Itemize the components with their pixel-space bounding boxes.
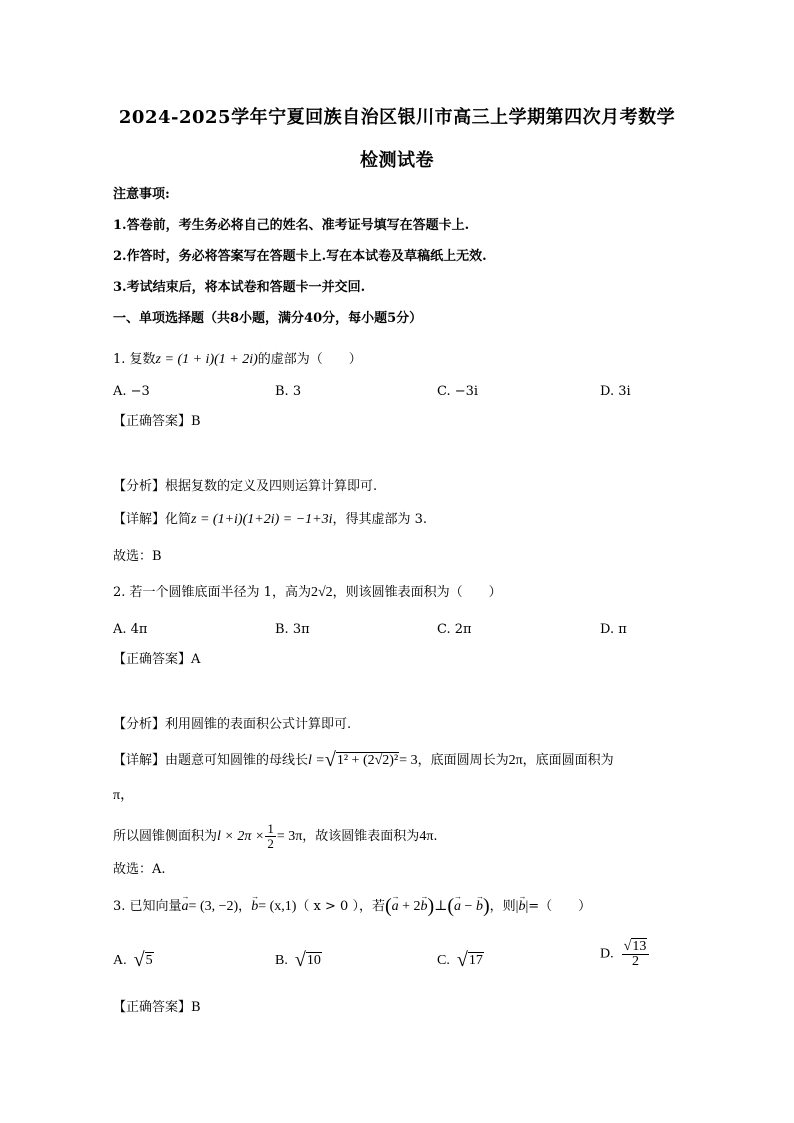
q2-lateral-result: = 3π [276,829,303,844]
q2-answer-label: 【正确答案】 [113,652,192,667]
q1-analysis-label: 【分析】 [113,479,166,494]
q3-left-group: (→ a + 2→ b) [385,899,434,914]
q3-option-d-label: D. [600,946,614,962]
notice-item-1: 1.答卷前，考生务必将自己的姓名、准考证号填写在答题卡上. [113,218,470,233]
q1-prefix: 1. 复数 [113,352,156,367]
q3-option-b: B. √10 [275,949,321,971]
q3-then: ，则 [489,899,516,914]
q2-lateral-expression: l × 2π × [217,829,265,844]
notice-item-2: 2.作答时，务必将答案写在答题卡上.写在本试卷及草稿纸上无效. [113,249,487,264]
q3-answer-label: 【正确答案】 [113,1000,192,1015]
q1-detail-label: 【详解】 [113,512,166,527]
q1-option-b: B. 3 [275,384,302,399]
q2-option-d: D. π [600,622,627,637]
notice-item-3: 3.考试结束后，将本试卷和答题卡一并交回. [113,280,366,295]
q2-detail-pre: 由题意可知圆锥的母线长 [165,753,309,768]
q3-option-a-label: A. [113,953,127,968]
q2-circumference: 2π [508,753,523,768]
vector-a: → a [182,897,189,917]
q2-detail-post: ，底面圆面积为 [522,753,614,768]
q3-option-c: C. √17 [437,949,483,971]
q2-total-area: 4π [419,829,434,844]
q2-option-c: C. 2π [437,622,472,637]
q2-detail-label: 【详解】 [113,753,166,768]
q2-height: 2√2 [310,585,333,600]
q3-perp-symbol: ⊥ [434,899,448,914]
q3-option-d: D. $\frac{√13}{2}$ [600,940,650,969]
q2-slant-l: l = [308,753,325,768]
q2-half-fraction: $\frac{1}{2}$ [267,821,274,851]
q1-answer-value: B [191,414,201,429]
q3-answer-value: B [191,1000,201,1015]
section-heading: 一、单项选择题（共8小题，满分40分，每小题5分） [113,311,423,326]
q1-answer-label: 【正确答案】 [113,414,192,429]
q2-suffix: ，则该圆锥表面积为（ ） [332,585,502,600]
q1-detail-expression: z = (1+i)(1+2i) = −1+3i [191,512,333,527]
q1-analysis-text: 根据复数的定义及四则运算计算即可. [165,479,378,494]
q2-detail-mid: ，底面圆周长为 [417,753,509,768]
q2-answer-value: A [191,652,201,667]
q3-prefix: 3. 已知向量 [113,899,182,914]
title-line-1: 2024-2025学年宁夏回族自治区银川市高三上学期第四次月考数学 [118,107,676,128]
q1-detail [113,510,427,530]
q2-line2-mid: ，故该圆锥表面积为 [302,829,420,844]
q3-option-a: A. √5 [113,949,153,971]
q2-choose: 故选：A. [113,862,166,877]
q1-detail-pre: 化简 [165,512,192,527]
q2-base-area: π， [113,788,135,803]
q2-prefix: 2. 若一个圆锥底面半径为 1，高为 [113,585,311,600]
q1-suffix: 的虚部为（ ） [257,352,362,367]
question-2 [113,583,502,603]
q2-analysis [113,715,351,735]
q3-option-b-label: B. [275,953,288,968]
q3-condition: （ x > 0 ），若 [296,899,385,914]
q2-answer [113,650,200,670]
notice-heading: 注意事项: [113,187,170,202]
q2-detail [113,750,614,771]
q3-option-c-label: C. [437,953,450,968]
q3-b-expression: = (x,1) [258,899,297,914]
q2-detail-area [113,786,134,806]
vector-b: → b [251,897,258,917]
q2-analysis-label: 【分析】 [113,717,166,732]
q3-answer [113,998,201,1018]
q1-analysis [113,477,377,497]
q2-option-a: A. 4π [113,622,148,637]
q2-line2-pre: 所以圆锥侧面积为 [113,829,218,844]
q3-right-group: (→ a − → b) [447,899,489,914]
q1-expression: z = (1 + i)(1 + 2i) [155,352,258,367]
q1-option-a: A. −3 [113,384,150,399]
q2-slant-result: = 3 [399,753,418,768]
q2-detail-line2 [113,822,438,851]
q2-option-b: B. 3π [275,622,310,637]
q3-a-expression: = (3, −2) [188,899,239,914]
q2-analysis-text: 利用圆锥的表面积公式计算即可. [165,717,352,732]
title-line-2: 检测试卷 [360,150,434,171]
q1-answer [113,412,201,432]
q1-choose: 故选：B [113,549,162,564]
q2-line2-end: . [433,829,438,844]
q2-slant-sqrt: √1² + (2√2)² [324,749,399,771]
question-1 [113,350,362,370]
q1-option-d: D. 3i [600,384,631,399]
q3-separator: ， [238,899,252,914]
q1-detail-post: ，得其虚部为 3. [332,512,428,527]
question-3 [113,896,591,917]
q3-norm-b: |→ b| [516,899,529,914]
q3-suffix: =（ ） [528,899,592,914]
q1-option-c: C. −3i [437,384,479,399]
